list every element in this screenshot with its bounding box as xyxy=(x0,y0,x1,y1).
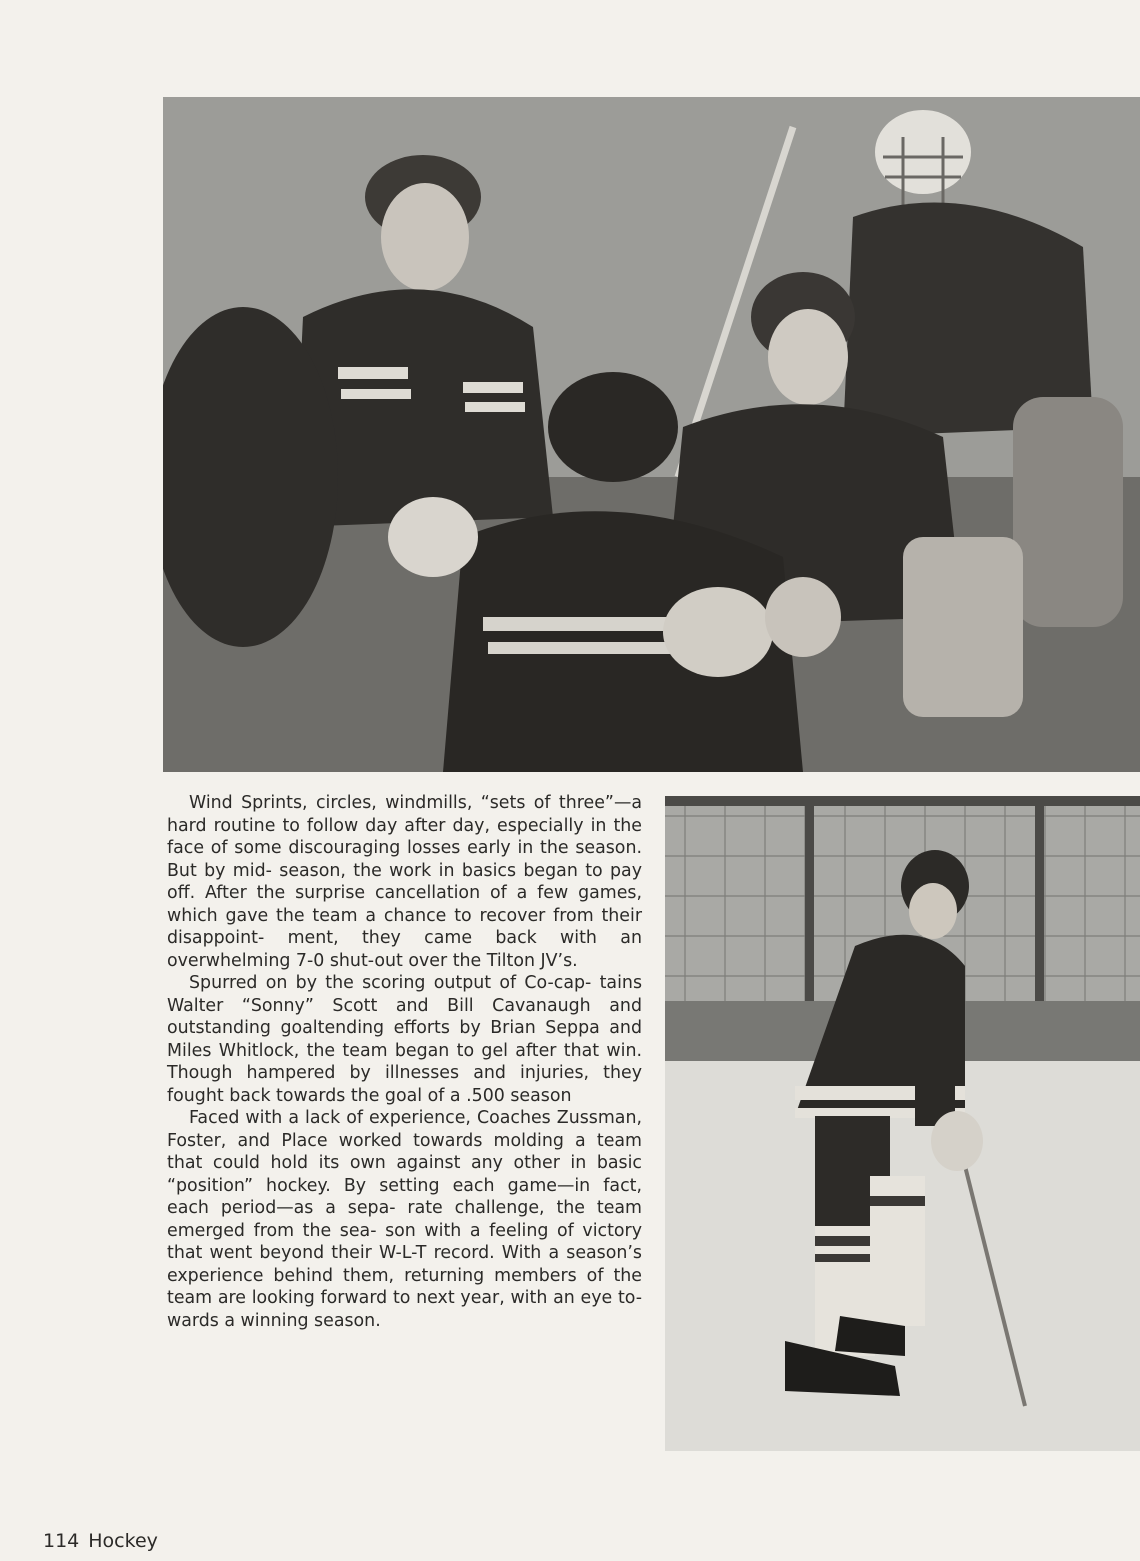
article-paragraph: Wind Sprints, circles, windmills, “sets of three”—a hard routine to follow day after day, especially in the face of some discouraging losses early in the season. But by mid- season, the work in basics began to pay off. After the surprise cancellation of a few games, which gave the team a chance to recover from their disappoint- ment, they came back with an overwhelming 7-0 shut-out over the Tilton JV’s. xyxy=(167,793,642,971)
article-paragraph: Faced with a lack of experience, Coaches Zussman, Foster, and Place worked towards molding a team that could hold its own against any other in basic “position” hockey. By setting each game—in fact, each period—as a sepa- rate challenge, the team emerged from the sea- son with a feeling of victory that went beyond their W-L-T record. With a season’s experience behind them, returning members of the team are looking forward to next year, with an eye to- wards a winning season. xyxy=(167,1108,642,1331)
section-name: Hockey xyxy=(88,1530,158,1552)
article-body xyxy=(167,792,642,1332)
article-paragraph: Spurred on by the scoring output of Co-cap- tains Walter “Sonny” Scott and Bill Cavanaugh and outstanding goaltending efforts by Brian Seppa and Miles Whitlock, the team began to gel after that win. Though hampered by illnesses and injuries, they fought back towards the goal of a .500 season xyxy=(167,973,642,1106)
skater-photo xyxy=(665,796,1140,1451)
page-folio xyxy=(43,1530,158,1552)
team-huddle-photo xyxy=(163,97,1140,772)
page-number: 114 xyxy=(43,1530,80,1552)
